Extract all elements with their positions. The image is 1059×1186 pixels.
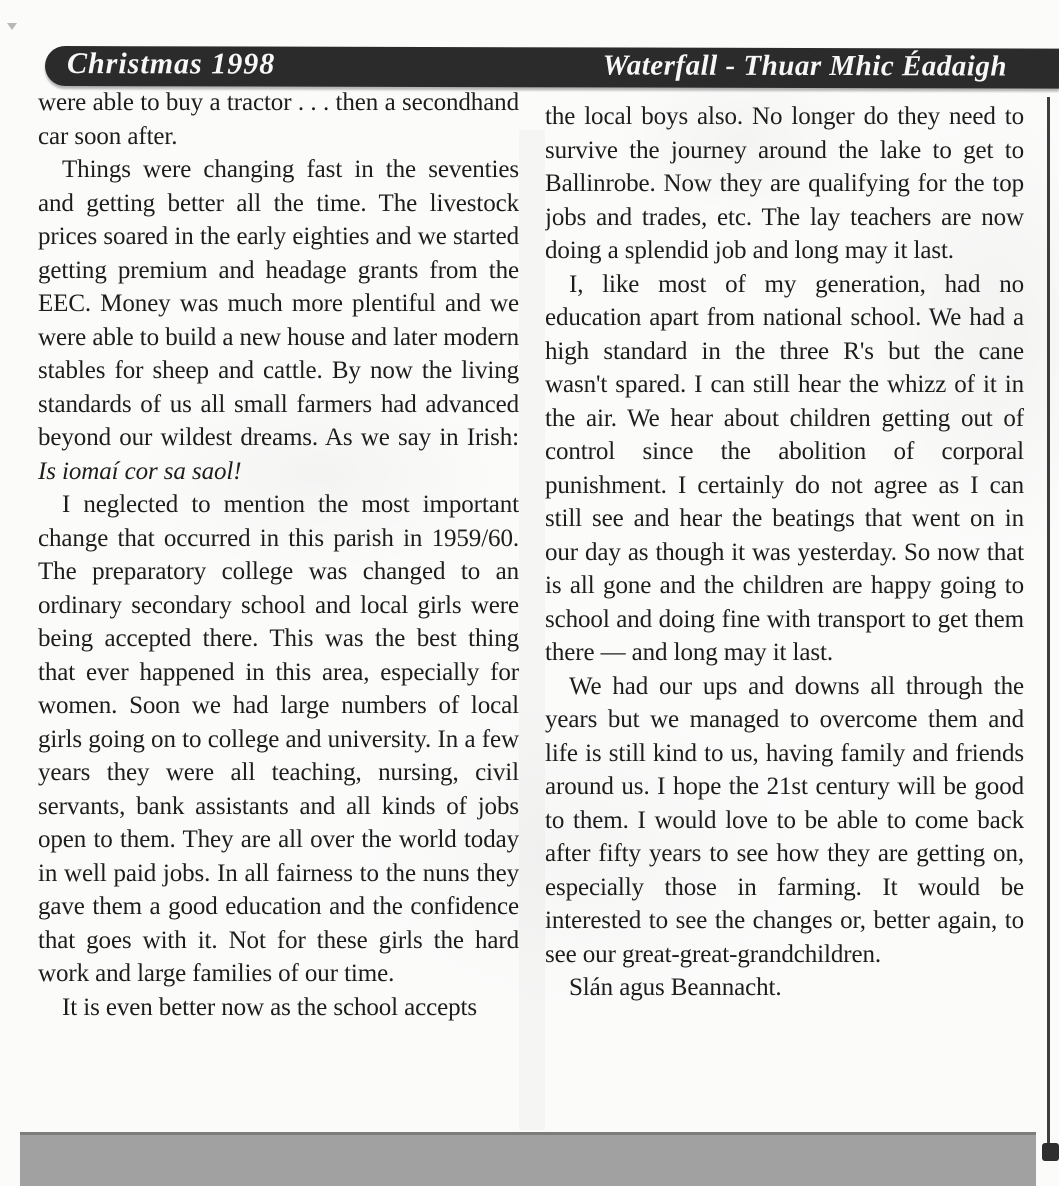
bottom-scan-bar xyxy=(20,1132,1036,1186)
column-gutter-shade xyxy=(519,130,545,1130)
paragraph: It is even better now as the school accepts xyxy=(62,993,477,1021)
irish-phrase: Is iomaí cor sa saol! xyxy=(38,457,242,485)
header-banner xyxy=(45,46,1059,89)
scan-speck xyxy=(7,23,17,30)
paragraph: were able to buy a tractor . . . then a secondhand car soon after. xyxy=(38,89,519,150)
publication-title: Waterfall - Thuar Mhic Éadaigh xyxy=(602,48,1008,83)
paragraph: I, like most of my generation, had no education apart from national school. We had a high standard in the three R's but the cane wasn't spared. I can still hear the whizz of it in the air. We hear about children getting out of control since the abolition of corporal punishment. I certainly do not agree as I can still see and hear the beatings that went on in our day as though it was yesterday. So now that is all gone and the children are happy going to school and doing fine with transport to get them there — and long may it last. xyxy=(545,270,1024,666)
paragraph: I neglected to mention the most important change that occurred in this parish in 1959/60. The preparatory college was changed to an ordinary secondary school and local girls were being accepted there. This was the best thing that ever happened in this area, especially for women. Soon we had large numbers of local girls going on to college and university. In a few years they were all teaching, nursing, civil servants, bank assistants and all kinds of jobs open to them. They are all over the world today in well paid jobs. In all fairness to the nuns they gave them a good education and the confidence that goes with it. Not for these girls the hard work and large families of our time. xyxy=(38,491,519,987)
right-column xyxy=(545,100,1024,1130)
left-column xyxy=(38,86,519,1130)
page-edge-rule xyxy=(1047,97,1050,1147)
paragraph: the local boys also. No longer do they need to survive the journey around the lake to get to Ballinrobe. Now they are qualifying for the top jobs and trades, etc. The lay teachers are now doing a splendid job and long may it last. xyxy=(545,103,1024,264)
page-edge-artifact xyxy=(1042,1143,1059,1161)
issue-title: Christmas 1998 xyxy=(66,47,276,81)
paragraph-text: Things were changing fast in the seventies and getting better all the time. The livestock prices soared in the early eighties and we started getting premium and headage grants from the EEC. Money was much more plentiful and we were able to build a new house and later modern stables for sheep and cattle. By now the living standards of us all small farmers had advanced beyond our wildest dreams. As we say in Irish: xyxy=(38,156,519,451)
paragraph: Slán agus Beannacht. xyxy=(569,974,782,1001)
paragraph: We had our ups and downs all through the years but we managed to overcome them and life is still kind to us, having family and friends around us. I hope the 21st century will be good to them. I would love to be able to come back after fifty years to see how they are getting on, especially those in farming. It would be interested to see the changes or, better again, to see our great-great-grandchildren. xyxy=(545,672,1024,968)
paragraph xyxy=(38,153,519,488)
